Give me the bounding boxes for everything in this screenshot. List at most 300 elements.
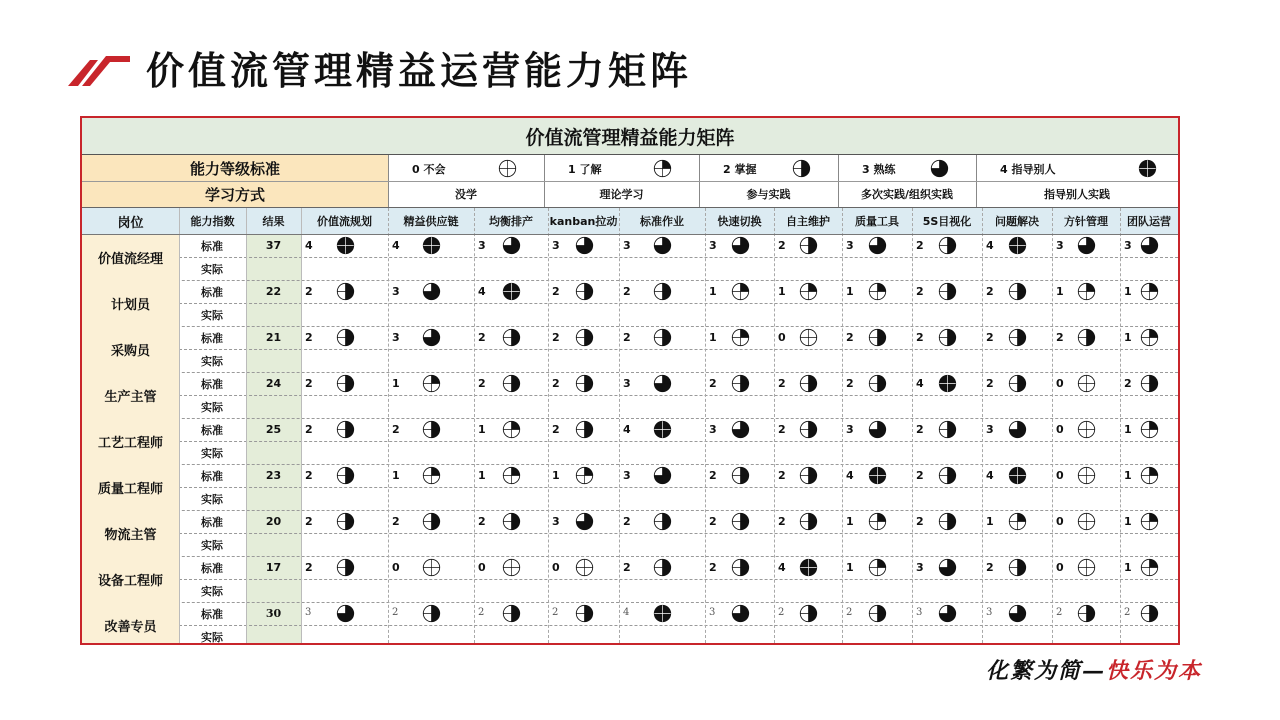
skill-level-0-symbol <box>799 328 818 347</box>
skill-level-2-symbol <box>731 512 750 531</box>
skill-level-number: 4 <box>778 561 786 574</box>
skill-symbol-holder <box>799 420 819 440</box>
skill-symbol-holder <box>1077 466 1097 486</box>
column-header-skill: kanban拉动 <box>549 215 618 228</box>
slogan-part-1: 化繁为简— <box>985 658 1106 684</box>
skill-symbol-holder <box>653 466 673 486</box>
skill-level-2-symbol <box>336 328 355 347</box>
skill-symbol-holder <box>1008 604 1028 624</box>
skill-level-2-symbol <box>575 328 594 347</box>
skill-level-1-symbol <box>868 282 887 301</box>
skill-symbol-holder <box>799 604 819 624</box>
column-header-skill: 价值流规划 <box>317 215 372 228</box>
result-value: 22 <box>265 285 282 298</box>
skill-level-1-symbol <box>1140 558 1159 577</box>
skill-level-4-symbol <box>938 374 957 393</box>
skill-level-4-symbol <box>653 604 672 623</box>
skill-level-1-symbol <box>1140 282 1159 301</box>
skill-level-3-symbol <box>336 604 355 623</box>
row-divider <box>179 533 1178 534</box>
skill-level-number: 2 <box>916 331 924 344</box>
skill-symbol-holder <box>422 466 442 486</box>
skill-symbol-holder <box>1140 558 1160 578</box>
skill-symbol-holder <box>575 466 595 486</box>
skill-level-number: 2 <box>916 285 924 298</box>
result-value: 30 <box>265 607 282 620</box>
skill-symbol-holder <box>868 466 888 486</box>
skill-level-number: 3 <box>986 607 993 618</box>
skill-level-number: 2 <box>305 423 313 436</box>
standard-label: 标准 <box>201 331 223 345</box>
standard-label: 标准 <box>201 285 223 299</box>
skill-level-2-symbol <box>653 328 672 347</box>
skill-level-number: 4 <box>986 239 994 252</box>
role-name: 改善专员 <box>104 619 157 635</box>
skill-level-3-symbol <box>653 466 672 485</box>
skill-symbol-holder <box>938 420 958 440</box>
skill-level-number: 3 <box>552 239 560 252</box>
skill-symbol-holder <box>731 328 751 348</box>
skill-level-0-symbol <box>1077 558 1096 577</box>
skill-level-3-symbol <box>653 374 672 393</box>
skill-level-number: 2 <box>916 423 924 436</box>
skill-level-2-symbol <box>731 466 750 485</box>
skill-level-number: 2 <box>778 377 786 390</box>
skill-symbol-holder <box>799 512 819 532</box>
skill-level-3-symbol <box>868 236 887 255</box>
skill-level-number: 4 <box>623 423 631 436</box>
skill-level-2-symbol <box>1008 558 1027 577</box>
skill-level-1-symbol <box>502 466 521 485</box>
skill-symbol-holder <box>731 420 751 440</box>
result-value: 25 <box>265 423 282 436</box>
skill-level-number: 1 <box>1124 285 1132 298</box>
skill-level-number: 3 <box>392 331 400 344</box>
skill-level-number: 2 <box>305 377 313 390</box>
skill-level-2-symbol <box>336 282 355 301</box>
skill-level-number: 0 <box>392 561 400 574</box>
skill-level-3-symbol <box>1140 236 1159 255</box>
skill-level-1-symbol <box>422 374 441 393</box>
skill-level-number: 1 <box>986 515 994 528</box>
skill-symbol-holder <box>422 282 442 302</box>
skill-level-2-symbol <box>731 558 750 577</box>
skill-level-number: 2 <box>1056 331 1064 344</box>
skill-symbol-holder <box>575 512 595 532</box>
skill-level-number: 2 <box>305 331 313 344</box>
skill-level-number: 4 <box>986 469 994 482</box>
column-divider <box>474 208 475 645</box>
skill-level-number: 2 <box>709 469 717 482</box>
skill-level-number: 3 <box>916 607 923 618</box>
skill-level-number: 1 <box>478 469 486 482</box>
skill-symbol-holder <box>1140 604 1160 624</box>
skill-level-number: 2 <box>478 515 486 528</box>
skill-symbol-holder <box>799 282 819 302</box>
skill-level-2-symbol <box>799 466 818 485</box>
skill-symbol-holder <box>799 236 819 256</box>
column-divider <box>1052 208 1053 645</box>
skill-symbol-holder <box>868 328 888 348</box>
skill-level-number: 2 <box>916 515 924 528</box>
skill-level-2-symbol <box>868 374 887 393</box>
skill-level-number: 2 <box>392 515 400 528</box>
column-header-skill: 团队运营 <box>1127 215 1171 228</box>
skill-level-3-symbol <box>575 512 594 531</box>
role-name: 设备工程师 <box>97 573 163 589</box>
skill-level-number: 2 <box>623 285 631 298</box>
skill-level-3-symbol <box>731 236 750 255</box>
skill-level-number: 2 <box>778 239 786 252</box>
skill-symbol-holder <box>799 328 819 348</box>
skill-level-2-symbol <box>1140 374 1159 393</box>
skill-level-3-symbol <box>868 420 887 439</box>
skill-symbol-holder <box>575 604 595 624</box>
level-symbol-holder <box>792 159 812 179</box>
column-divider <box>619 208 620 645</box>
skill-level-4-symbol <box>422 236 441 255</box>
skill-symbol-holder <box>422 236 442 256</box>
skill-level-number: 0 <box>1056 423 1064 436</box>
matrix-title: 价值流管理精益能力矩阵 <box>82 118 1178 155</box>
skill-level-number: 2 <box>916 469 924 482</box>
actual-label: 实际 <box>201 630 223 644</box>
column-header-skill: 5S目视化 <box>922 215 972 228</box>
skill-level-4-symbol <box>336 236 355 255</box>
skill-level-3-symbol <box>422 282 441 301</box>
result-value: 17 <box>265 561 282 574</box>
skill-symbol-holder <box>868 282 888 302</box>
skill-symbol-holder <box>938 512 958 532</box>
skill-symbol-holder <box>502 236 522 256</box>
skill-level-1-symbol <box>868 558 887 577</box>
skill-symbol-holder <box>1140 420 1160 440</box>
skill-level-2-symbol <box>575 282 594 301</box>
skill-level-2-symbol <box>799 420 818 439</box>
learning-method: 多次实践/组织实践 <box>860 188 954 201</box>
skill-level-3-symbol <box>422 328 441 347</box>
skill-symbol-holder <box>1008 328 1028 348</box>
result-value: 24 <box>265 377 282 390</box>
skill-level-number: 2 <box>392 423 400 436</box>
level-label: 2 掌握 <box>723 163 757 176</box>
skill-level-number: 3 <box>305 607 312 618</box>
page-title: 价值流管理精益运营能力矩阵 <box>146 49 693 93</box>
skill-level-number: 3 <box>1056 239 1064 252</box>
skill-level-1-symbol <box>502 420 521 439</box>
skill-symbol-holder <box>799 374 819 394</box>
skill-level-number: 2 <box>709 377 717 390</box>
level-2-symbol <box>792 159 811 178</box>
standard-label: 标准 <box>201 607 223 621</box>
skill-symbol-holder <box>1008 420 1028 440</box>
skill-symbol-holder <box>1008 282 1028 302</box>
skill-level-number: 3 <box>552 515 560 528</box>
skill-level-2-symbol <box>575 420 594 439</box>
skill-symbol-holder <box>653 558 673 578</box>
skill-level-2-symbol <box>1077 328 1096 347</box>
skill-level-2-symbol <box>938 466 957 485</box>
skill-symbol-holder <box>1140 466 1160 486</box>
skill-level-1-symbol <box>1140 466 1159 485</box>
skill-level-number: 3 <box>392 285 400 298</box>
skill-level-number: 2 <box>846 377 854 390</box>
skill-level-1-symbol <box>1077 282 1096 301</box>
column-divider <box>705 208 706 645</box>
skill-symbol-holder <box>868 236 888 256</box>
skill-level-2-symbol <box>799 374 818 393</box>
skill-level-number: 2 <box>1056 607 1063 618</box>
skill-symbol-holder <box>502 512 522 532</box>
column-divider <box>842 208 843 645</box>
skill-level-number: 3 <box>623 469 631 482</box>
skill-level-number: 3 <box>709 423 717 436</box>
skill-level-2-symbol <box>938 512 957 531</box>
skill-level-2-symbol <box>1008 374 1027 393</box>
skill-level-number: 2 <box>778 423 786 436</box>
column-header-skill: 快速切换 <box>717 215 762 228</box>
header-bottom-border <box>82 234 1178 235</box>
skill-symbol-holder <box>575 374 595 394</box>
skill-level-1-symbol <box>1140 420 1159 439</box>
skill-level-number: 2 <box>986 377 994 390</box>
role-name: 价值流经理 <box>97 251 163 267</box>
ability-matrix <box>80 116 1180 645</box>
skill-level-4-symbol <box>653 420 672 439</box>
skill-level-2-symbol <box>868 604 887 623</box>
column-header-result: 结果 <box>262 215 285 228</box>
role-name: 物流主管 <box>104 527 157 543</box>
skill-level-number: 2 <box>552 377 560 390</box>
skill-symbol-holder <box>868 604 888 624</box>
column-header-index: 能力指数 <box>190 215 235 228</box>
skill-symbol-holder <box>938 374 958 394</box>
skill-level-2-symbol <box>422 420 441 439</box>
skill-level-2-symbol <box>502 374 521 393</box>
skill-level-number: 2 <box>305 515 313 528</box>
skill-level-number: 2 <box>778 607 785 618</box>
skill-symbol-holder <box>1077 282 1097 302</box>
result-value: 21 <box>265 331 282 344</box>
skill-symbol-holder <box>938 328 958 348</box>
skill-symbol-holder <box>1008 512 1028 532</box>
skill-symbol-holder <box>422 374 442 394</box>
skill-level-number: 1 <box>778 285 786 298</box>
skill-level-0-symbol <box>1077 374 1096 393</box>
skill-level-number: 0 <box>552 561 560 574</box>
row-divider <box>179 349 1178 350</box>
skill-level-2-symbol <box>653 282 672 301</box>
skill-level-2-symbol <box>502 512 521 531</box>
level-symbol-holder <box>653 159 673 179</box>
skill-level-number: 2 <box>478 331 486 344</box>
skill-level-0-symbol <box>1077 512 1096 531</box>
column-divider <box>1120 208 1121 645</box>
skill-level-number: 2 <box>478 377 486 390</box>
skill-level-number: 2 <box>709 561 717 574</box>
skill-symbol-holder <box>653 328 673 348</box>
skill-symbol-holder <box>1077 374 1097 394</box>
skill-level-number: 1 <box>709 331 717 344</box>
standard-label: 标准 <box>201 239 223 253</box>
learning-method: 指导别人实践 <box>1044 188 1110 201</box>
skill-level-2-symbol <box>1008 328 1027 347</box>
skill-level-4-symbol <box>502 282 521 301</box>
role-name: 计划员 <box>110 297 150 313</box>
skill-level-2-symbol <box>653 512 672 531</box>
skill-symbol-holder <box>1077 558 1097 578</box>
skill-level-2-symbol <box>653 558 672 577</box>
actual-label: 实际 <box>201 538 223 552</box>
level-0-symbol <box>498 159 517 178</box>
skill-symbol-holder <box>1140 374 1160 394</box>
actual-label: 实际 <box>201 492 223 506</box>
skill-level-2-symbol <box>938 420 957 439</box>
learning-method-header: 学习方式 <box>82 181 388 207</box>
skill-level-3-symbol <box>938 604 957 623</box>
actual-label: 实际 <box>201 446 223 460</box>
skill-level-1-symbol <box>731 282 750 301</box>
skill-level-number: 2 <box>478 607 485 618</box>
skill-level-0-symbol <box>422 558 441 577</box>
footer-slogan <box>986 654 1202 685</box>
skill-level-2-symbol <box>938 328 957 347</box>
skill-symbol-holder <box>938 282 958 302</box>
skill-level-number: 4 <box>916 377 924 390</box>
skill-level-number: 2 <box>709 515 717 528</box>
skill-level-number: 1 <box>392 469 400 482</box>
skill-level-2-symbol <box>938 236 957 255</box>
skill-level-number: 1 <box>846 515 854 528</box>
row-divider <box>179 625 1178 626</box>
column-divider <box>179 208 180 645</box>
skill-symbol-holder <box>422 512 442 532</box>
skill-symbol-holder <box>575 420 595 440</box>
column-header-skill: 质量工具 <box>855 215 899 228</box>
column-divider <box>774 208 775 645</box>
skill-symbol-holder <box>653 236 673 256</box>
skill-symbol-holder <box>731 374 751 394</box>
skill-level-1-symbol <box>868 512 887 531</box>
skill-symbol-holder <box>938 466 958 486</box>
skill-level-number: 2 <box>392 607 399 618</box>
skill-symbol-holder <box>868 420 888 440</box>
skill-symbol-holder <box>1008 374 1028 394</box>
skill-level-1-symbol <box>1008 512 1027 531</box>
skill-level-0-symbol <box>1077 420 1096 439</box>
skill-level-2-symbol <box>575 604 594 623</box>
skill-level-number: 1 <box>1124 561 1132 574</box>
column-divider <box>548 208 549 645</box>
skill-symbol-holder <box>575 282 595 302</box>
skill-level-number: 2 <box>1124 607 1131 618</box>
skill-symbol-holder <box>336 604 356 624</box>
skill-level-number: 3 <box>1124 239 1132 252</box>
column-divider <box>301 208 302 645</box>
skill-level-number: 2 <box>986 285 994 298</box>
skill-level-number: 2 <box>623 515 631 528</box>
skill-symbol-holder <box>1077 328 1097 348</box>
skill-symbol-holder <box>422 420 442 440</box>
column-header-skill: 自主维护 <box>786 215 830 228</box>
skill-level-2-symbol <box>799 604 818 623</box>
skill-level-2-symbol <box>422 604 441 623</box>
skill-symbol-holder <box>502 328 522 348</box>
row-divider <box>179 579 1178 580</box>
level-symbol-holder <box>1138 159 1158 179</box>
column-divider <box>912 208 913 645</box>
column-divider <box>246 208 247 645</box>
skill-level-number: 4 <box>392 239 400 252</box>
skill-symbol-holder <box>575 558 595 578</box>
skill-symbol-holder <box>1077 512 1097 532</box>
skill-symbol-holder <box>731 282 751 302</box>
skill-symbol-holder <box>1008 466 1028 486</box>
skill-level-number: 1 <box>1124 331 1132 344</box>
skill-level-number: 2 <box>778 469 786 482</box>
skill-level-number: 2 <box>552 285 560 298</box>
skill-level-number: 2 <box>305 469 313 482</box>
level-label: 3 熟练 <box>862 163 896 176</box>
level-label: 0 不会 <box>412 163 446 176</box>
logo-icon <box>68 52 132 88</box>
skill-level-1-symbol <box>799 282 818 301</box>
column-header-skill: 方针管理 <box>1064 215 1108 228</box>
level-symbol-holder <box>498 159 518 179</box>
skill-symbol-holder <box>336 512 356 532</box>
actual-label: 实际 <box>201 262 223 276</box>
skill-level-3-symbol <box>575 236 594 255</box>
skill-level-1-symbol <box>1140 328 1159 347</box>
skill-symbol-holder <box>502 466 522 486</box>
role-name: 工艺工程师 <box>97 435 163 451</box>
skill-level-number: 2 <box>846 607 853 618</box>
skill-level-2-symbol <box>1008 282 1027 301</box>
actual-label: 实际 <box>201 584 223 598</box>
role-name: 质量工程师 <box>97 481 163 497</box>
skill-symbol-holder <box>1077 236 1097 256</box>
skill-level-2-symbol <box>336 374 355 393</box>
skill-symbol-holder <box>653 604 673 624</box>
column-header-skill: 精益供应链 <box>403 215 459 228</box>
column-divider <box>982 208 983 645</box>
skill-symbol-holder <box>731 236 751 256</box>
skill-level-number: 3 <box>478 239 486 252</box>
skill-level-number: 3 <box>846 239 854 252</box>
skill-level-3-symbol <box>1008 604 1027 623</box>
skill-level-number: 2 <box>623 561 631 574</box>
skill-symbol-holder <box>502 374 522 394</box>
standard-label: 标准 <box>201 377 223 391</box>
skill-level-number: 2 <box>846 331 854 344</box>
skill-level-number: 4 <box>846 469 854 482</box>
column-header-skill: 均衡排产 <box>489 215 533 228</box>
skill-level-number: 2 <box>916 239 924 252</box>
skill-level-2-symbol <box>502 604 521 623</box>
skill-level-number: 0 <box>1056 469 1064 482</box>
skill-symbol-holder <box>502 420 522 440</box>
actual-label: 实际 <box>201 400 223 414</box>
skill-level-3-symbol <box>731 604 750 623</box>
skill-level-3-symbol <box>938 558 957 577</box>
row-divider <box>179 487 1178 488</box>
skill-level-2-symbol <box>1077 604 1096 623</box>
column-header-role: 岗位 <box>117 215 144 231</box>
skill-symbol-holder <box>575 236 595 256</box>
row-divider <box>179 395 1178 396</box>
skill-level-2-symbol <box>1140 604 1159 623</box>
skill-level-1-symbol <box>422 466 441 485</box>
